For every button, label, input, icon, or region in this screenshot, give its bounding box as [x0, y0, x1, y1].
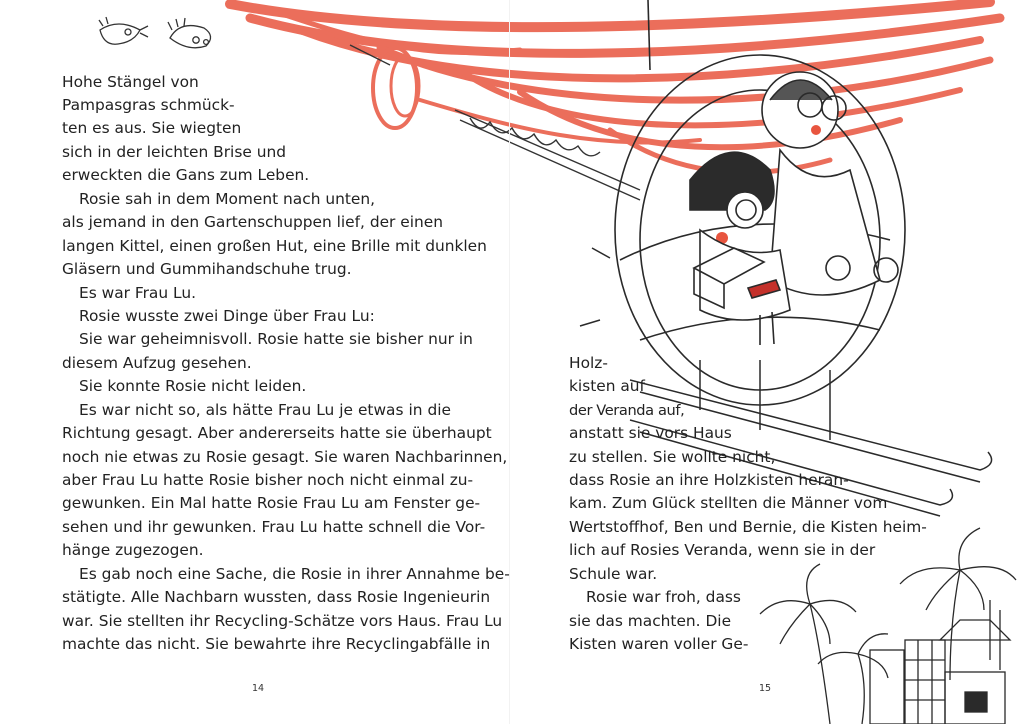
text-line: Gläsern und Gummihandschuhe trug.: [62, 260, 352, 278]
text-line: zu stellen. Sie wollte nicht,: [569, 448, 776, 466]
text-line: anstatt sie vors Haus: [569, 424, 732, 442]
text-line: Hohe Stängel von: [62, 73, 199, 91]
text-line: sehen und ihr gewunken. Frau Lu hatte schnell die Vor-: [62, 518, 486, 536]
text-line: Holz-: [569, 354, 608, 372]
text-line: Sie konnte Rosie nicht leiden.: [79, 377, 307, 395]
text-line: Rosie sah in dem Moment nach unten,: [79, 190, 376, 208]
text-line: noch nie etwas zu Rosie gesagt. Sie waren Nachbarinnen,: [62, 448, 508, 466]
text-line: Rosie war froh, dass: [586, 588, 741, 606]
text-line: der Veranda auf,: [569, 402, 685, 419]
text-line: sie das machten. Die: [569, 612, 732, 630]
text-line: hänge zugezogen.: [62, 541, 204, 559]
text-line: Wertstoffhof, Ben und Bernie, die Kisten heim-: [569, 518, 927, 536]
text-line: lich auf Rosies Veranda, wenn sie in der: [569, 541, 876, 559]
text-line: langen Kittel, einen großen Hut, eine Brille mit dunklen: [62, 237, 487, 255]
text-line: Richtung gesagt. Aber andererseits hatte sie überhaupt: [62, 424, 492, 442]
text-line: machte das nicht. Sie bewahrte ihre Recyclingabfälle in: [62, 635, 491, 653]
text-line: Pampasgras schmück-: [62, 96, 235, 114]
text-line: stätigte. Alle Nachbarn wussten, dass Rosie Ingenieurin: [62, 588, 491, 606]
text-line: Sie war geheimnisvoll. Rosie hatte sie bisher nur in: [79, 330, 473, 348]
page-number: 14: [252, 683, 265, 694]
text-line: dass Rosie an ihre Holzkisten heran-: [569, 471, 849, 489]
text-line: erweckten die Gans zum Leben.: [62, 166, 310, 184]
text-line: aber Frau Lu hatte Rosie bisher noch nicht einmal zu-: [62, 471, 474, 489]
text-line: diesem Aufzug gesehen.: [62, 354, 252, 372]
text-line: kisten auf: [569, 377, 645, 395]
text-line: Es war Frau Lu.: [79, 284, 196, 302]
text-line: war. Sie stellten ihr Recycling-Schätze vors Haus. Frau Lu: [62, 612, 503, 630]
text-line: Kisten waren voller Ge-: [569, 635, 749, 653]
text-line: Es war nicht so, als hätte Frau Lu je etwas in die: [79, 401, 451, 419]
right-page: [510, 0, 1020, 724]
text-line: als jemand in den Gartenschuppen lief, der einen: [62, 213, 444, 231]
text-line: sich in der leichten Brise und: [62, 143, 286, 161]
text-line: Es gab noch eine Sache, die Rosie in ihrer Annahme be-: [79, 565, 510, 583]
text-line: kam. Zum Glück stellten die Männer vom: [569, 494, 888, 512]
text-line: ten es aus. Sie wiegten: [62, 119, 242, 137]
text-line: gewunken. Ein Mal hatte Rosie Frau Lu am Fenster ge-: [62, 494, 481, 512]
page-number: 15: [759, 683, 772, 694]
text-line: Rosie wusste zwei Dinge über Frau Lu:: [79, 307, 375, 325]
text-line: Schule war.: [569, 565, 658, 583]
